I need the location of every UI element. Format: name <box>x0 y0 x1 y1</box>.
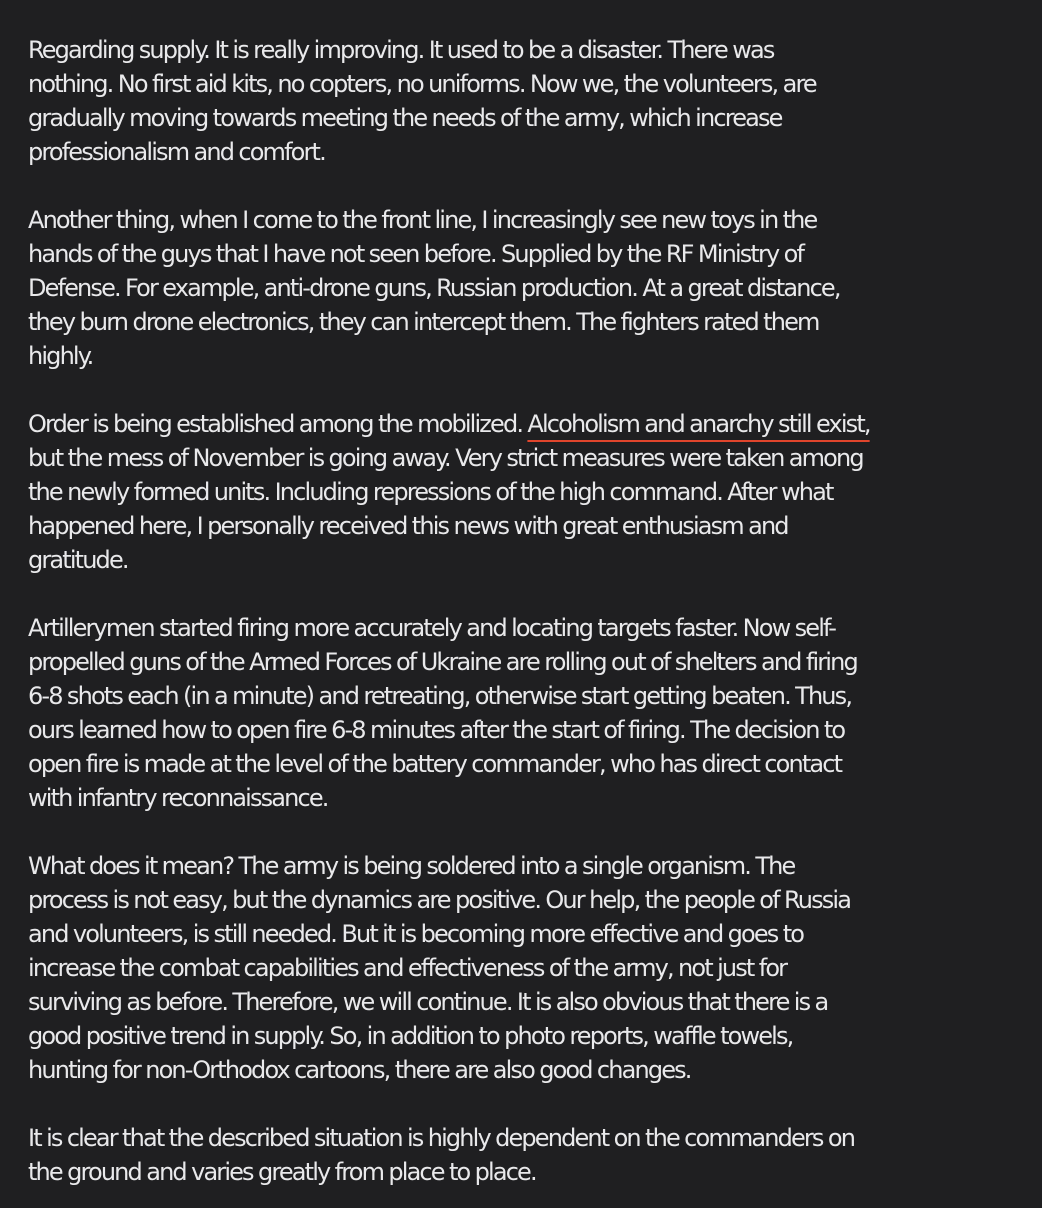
paragraph-front-line <box>28 203 1042 373</box>
text-line: open fire is made at the level of the battery commander, who has direct contact <box>28 750 842 778</box>
text-line: ours learned how to open fire 6-8 minutes after the start of firing. The decision to <box>28 716 845 744</box>
text-line: professionalism and comfort. <box>28 138 325 166</box>
text-line: hunting for non-Orthodox cartoons, there are also good changes. <box>28 1056 691 1084</box>
paragraph-order <box>28 407 1042 577</box>
text-line: Regarding supply. It is really improving. It used to be a disaster. There was <box>28 36 774 64</box>
text-line: Artillerymen started firing more accurately and locating targets faster. Now self- <box>28 614 836 642</box>
text-line: What does it mean? The army is being soldered into a single organism. The <box>28 852 795 880</box>
text-line: surviving as before. Therefore, we will continue. It is also obvious that there is a <box>28 988 828 1016</box>
text-line: 6-8 shots each (in a minute) and retreating, otherwise start getting beaten. Thus, <box>28 682 852 710</box>
text-line: happened here, I personally received this news with great enthusiasm and <box>28 512 788 540</box>
text-line: Defense. For example, anti-drone guns, Russian production. At a great distance, <box>28 274 840 302</box>
paragraph-meaning <box>28 849 1042 1087</box>
text-line: the newly formed units. Including repressions of the high command. After what <box>28 478 833 506</box>
paragraph-artillery <box>28 611 1042 815</box>
text-line: gratitude. <box>28 546 128 574</box>
text-line: they burn drone electronics, they can intercept them. The fighters rated them <box>28 308 819 336</box>
text-line: the ground and varies greatly from place to place. <box>28 1158 536 1186</box>
text-line: with infantry reconnaissance. <box>28 784 328 812</box>
paragraph-supply <box>28 33 1042 169</box>
text-line: gradually moving towards meeting the needs of the army, which increase <box>28 104 782 132</box>
text-line: and volunteers, is still needed. But it is becoming more effective and goes to <box>28 920 804 948</box>
paragraph-conclusion <box>28 1121 1042 1189</box>
text-line: process is not easy, but the dynamics are positive. Our help, the people of Russia <box>28 886 851 914</box>
text-plain: Order is being established among the mobilized. <box>28 410 528 438</box>
text-line: propelled guns of the Armed Forces of Ukraine are rolling out of shelters and firing <box>28 648 857 676</box>
text-line <box>28 407 1042 441</box>
text-line: nothing. No first aid kits, no copters, no uniforms. Now we, the volunteers, are <box>28 70 816 98</box>
text-line: good positive trend in supply. So, in addition to photo reports, waffle towels, <box>28 1022 793 1050</box>
document-body <box>28 33 1042 1189</box>
text-line: hands of the guys that I have not seen before. Supplied by the RF Ministry of <box>28 240 804 268</box>
text-line: highly. <box>28 342 93 370</box>
text-line: increase the combat capabilities and effectiveness of the army, not just for <box>28 954 787 982</box>
text-line: It is clear that the described situation is highly dependent on the commanders on <box>28 1124 855 1152</box>
text-line: but the mess of November is going away. Very strict measures were taken among <box>28 444 863 472</box>
text-line: Another thing, when I come to the front line, I increasingly see new toys in the <box>28 206 817 234</box>
underlined-highlight: Alcoholism and anarchy still exist, <box>527 410 870 438</box>
